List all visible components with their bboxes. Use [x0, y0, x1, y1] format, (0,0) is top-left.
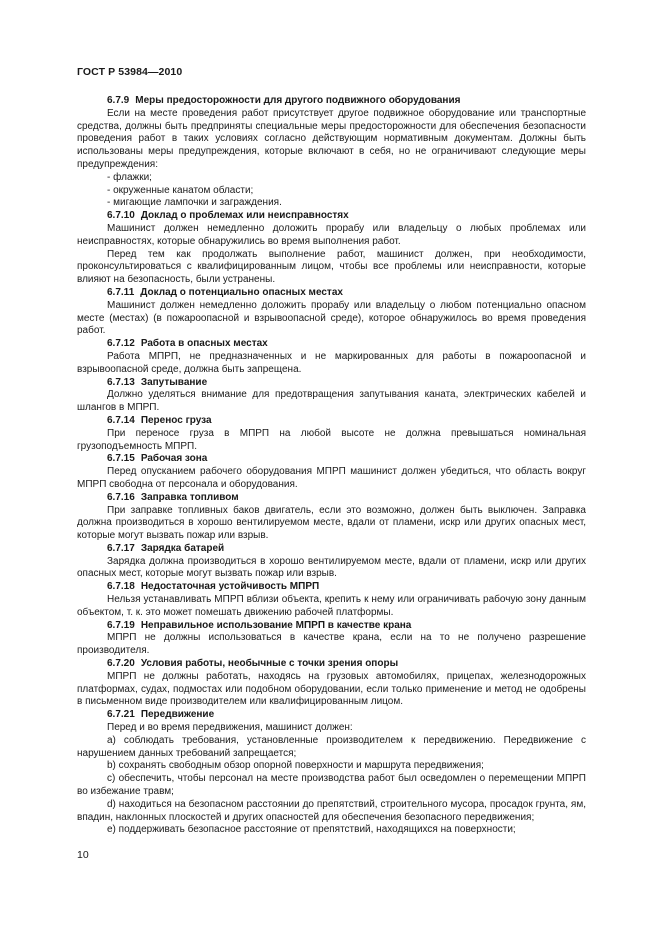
paragraph: МПРП не должны использоваться в качестве крана, если на то не получено разрешение производителя. — [77, 632, 586, 657]
list-item: c) обеспечить, чтобы персонал на месте производства работ был осведомлен о перемещении МПРП во избежание травм; — [77, 773, 586, 798]
list-item: - окруженные канатом области; — [107, 184, 254, 196]
list-item: e) поддерживать безопасное расстояние от препятствий, находящихся на поверхности; — [107, 824, 516, 836]
section-heading: 6.7.14 Перенос груза — [107, 414, 212, 426]
list-item: b) сохранять свободным обзор опорной поверхности и маршрута передвижения; — [107, 760, 484, 772]
section-heading: 6.7.9 Меры предосторожности для другого подвижного оборудования — [107, 95, 461, 106]
paragraph: МПРП не должны работать, находясь на грузовых автомобилях, прицепах, железнодорожных платформах, судах, подмостах или подобном оборудовании, если только применение и метод не одобрены в письменном виде производителем или квалифицированным лицом. — [77, 670, 586, 708]
paragraph: Должно уделяться внимание для предотвращения запутывания каната, электрических кабелей и шлангов в МПРП. — [77, 389, 586, 414]
paragraph: Работа МПРП, не предназначенных и не маркированных для работы в пожароопасной и взрывоопасной среде, должна быть запрещена. — [77, 350, 586, 375]
paragraph: Перед и во время передвижения, машинист должен: — [107, 722, 353, 734]
section-heading: 6.7.17 Зарядка батарей — [107, 542, 225, 554]
section-heading: 6.7.20 Условия работы, необычные с точки зрения опоры — [107, 658, 399, 670]
section-heading: 6.7.18 Недостаточная устойчивость МПРП — [107, 581, 320, 593]
paragraph: Зарядка должна производиться в хорошо вентилируемом месте, вдали от пламени, искр или других опасных мест, которые могут вызвать пожар или взрыв. — [77, 555, 586, 580]
section-heading: 6.7.10 Доклад о проблемах или неисправностях — [107, 210, 349, 222]
section-heading: 6.7.11 Доклад о потенциально опасных местах — [107, 286, 343, 298]
list-item: - флажки; — [107, 171, 152, 183]
list-item: d) находиться на безопасном расстоянии до препятствий, строительного мусора, просадок грунта, ям, впадин, наклонных плоскостей и других опасностей для обеспечения безопасного передвижения; — [77, 798, 586, 823]
paragraph: Машинист должен немедленно доложить прорабу или владельцу о любом потенциально опасном месте (местах) (в пожароопасной и взрывоопасной среде), которое обнаружилось во время проведения работ. — [77, 299, 586, 337]
section-heading: 6.7.15 Рабочая зона — [107, 453, 208, 465]
paragraph: Перед тем как продолжать выполнение работ, машинист должен, при необходимости, проконсультироваться с квалифицированным лицом, чтобы все проблемы или неисправности, которые влияют на безопасность, были устранены. — [77, 248, 586, 286]
paragraph: При заправке топливных баков двигатель, если это возможно, должен быть выключен. Заправка должна производиться в хорошо вентилируемом месте, вдали от пламени, искр или других опасных мест, которые могут вызвать пожар или взрыв. — [77, 504, 586, 542]
section-heading: 6.7.16 Заправка топливом — [107, 491, 239, 503]
page-number: 10 — [77, 849, 89, 861]
document-body — [77, 95, 586, 837]
paragraph: Машинист должен немедленно доложить прорабу или владельцу о любых проблемах или неисправностях, которые обнаружились во время выполнения работ. — [77, 222, 586, 247]
document-header: ГОСТ Р 53984—2010 — [77, 66, 183, 78]
section-heading: 6.7.19 Неправильное использование МПРП в качестве крана — [107, 619, 412, 631]
paragraph: Перед опусканием рабочего оборудования МПРП машинист должен убедиться, что область вокруг МПРП свободна от персонала и оборудования. — [77, 466, 586, 490]
list-item: a) соблюдать требования, установленные производителем к передвижению. Передвижение с нарушением данных требований запрещается; — [77, 734, 586, 759]
paragraph: Если на месте проведения работ присутствует другое подвижное оборудование или транспортные средства, должны быть предприняты специальные меры предосторожности для обеспечения безопасности проведения работ в таких условиях согласно действующим нормативным документам. Должны быть использованы меры предупреждения, которые включают в себя, но не ограничивают следующие меры предупреждения: — [77, 107, 586, 170]
section-heading: 6.7.13 Запутывание — [107, 376, 208, 388]
list-item: - мигающие лампочки и заграждения. — [107, 197, 282, 209]
paragraph: Нельзя устанавливать МПРП вблизи объекта, крепить к нему или ограничивать рабочую зону данным объектом, т. к. это может помешать движению рабочей платформы. — [77, 594, 586, 618]
paragraph: При переносе груза в МПРП на любой высоте не должна превышаться номинальная грузоподъемность МПРП. — [77, 427, 586, 452]
section-heading: 6.7.12 Работа в опасных местах — [107, 338, 268, 350]
section-heading: 6.7.21 Передвижение — [107, 709, 215, 721]
